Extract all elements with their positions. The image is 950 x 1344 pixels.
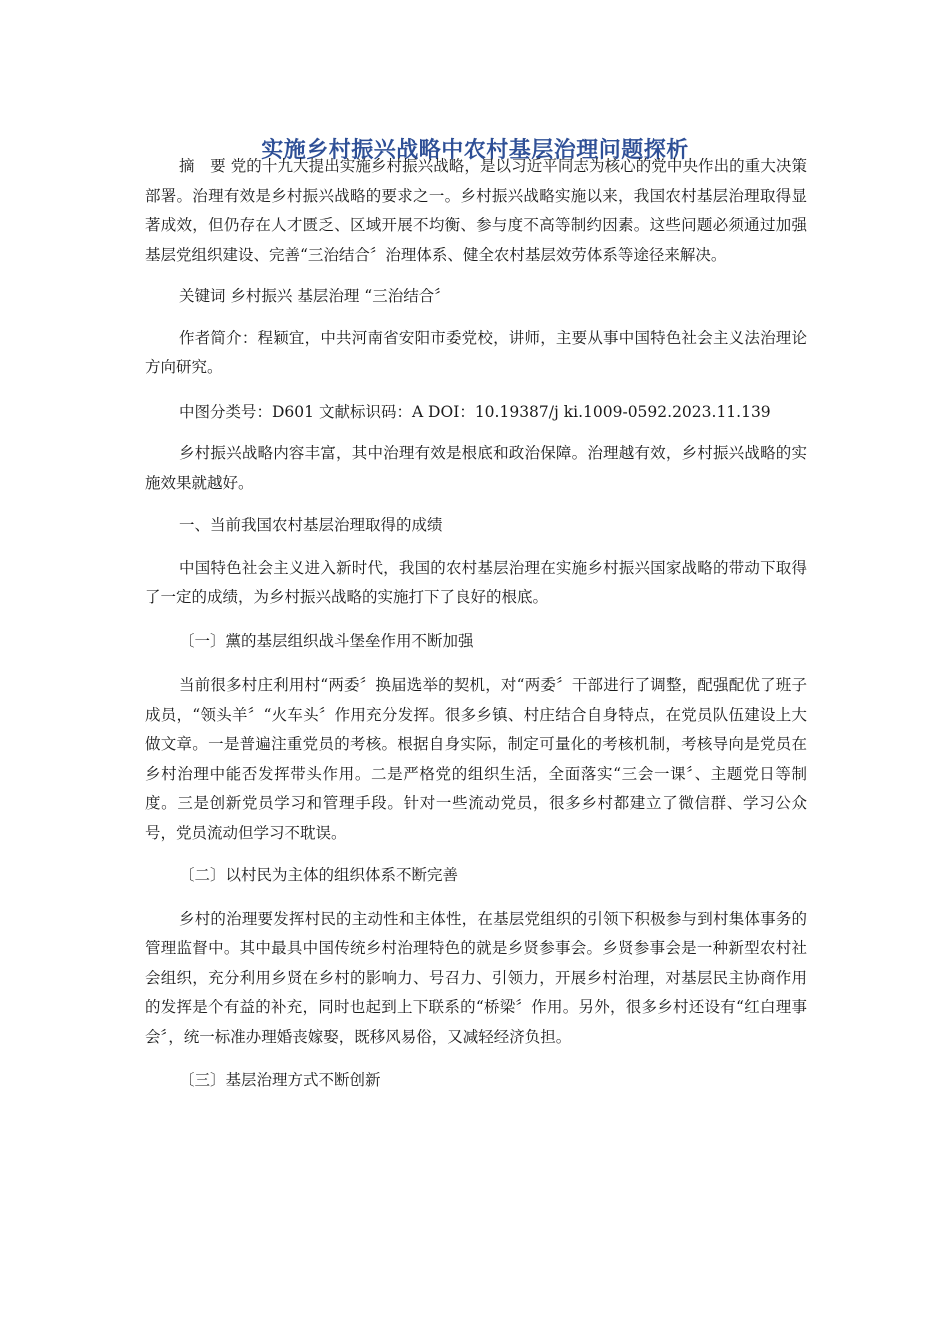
subsection-2-paragraph: 乡村的治理要发挥村民的主动性和主体性，在基层党组织的引领下积极参与到村集体事务的管理监督中。其中最具中国传统乡村治理特色的就是乡贤参事会。乡贤参事会是一种新型农村社会组织，充分利用乡贤在乡村的影响力、号召力、引领力，开展乡村治理，对基层民主协商作用的发挥是个有益的补充，同时也起到上下联系的“桥梁〞作用。另外，很多乡村还设有“红白理事会〞，统一标准办理婚丧嫁娶，既移风易俗，又减轻经济负担。 [145,909,807,1046]
document-title: 实施乡村振兴战略中农村基层治理问题探析 [261,138,689,163]
author-bio: 作者简介：程颖宜，中共河南省安阳市委党校，讲师，主要从事中国特色社会主义法治理论方向研究。 [145,328,807,376]
abstract-paragraph: 摘 要 党的十九大提出实施乡村振兴战略，是以习近平同志为核心的党中央作出的重大决策部署。治理有效是乡村振兴战略的要求之一。乡村振兴战略实施以来，我国农村基层治理取得显著成效，但仍存在人才匮乏、区域开展不均衡、参与度不高等制约因素。这些问题必须通过加强基层党组织建设、完善“三治结合〞治理体系、健全农村基层效劳体系等途径来解决。 [145,157,807,264]
classification-line: 中图分类号：D601 文献标识码：A DOI：10.19387/j ki.1009-0592.2023.11.139 [179,402,771,421]
subsection-heading-1: 〔一〕黨的基层组织战斗堡垒作用不断加强 [179,631,474,650]
document-body [145,152,807,1096]
keywords-line: 关键词 乡村振兴 基层治理 “三治结合〞 [179,287,450,305]
subsection-heading-2: 〔二〕以村民为主体的组织体系不断完善 [179,866,459,884]
subsection-heading-3: 〔三〕基层治理方式不断创新 [179,1071,381,1089]
subsection-1-paragraph: 当前很多村庄利用村“两委〞换届选举的契机，对“两委〞干部进行了调整，配强配优了班子成员，“领头羊〞“火车头〞作用充分发挥。很多乡镇、村庄结合自身特点，在党员队伍建设上大做文章。一是普遍注重党员的考核。根据自身实际，制定可量化的考核机制，考核导向是党员在乡村治理中能否发挥带头作用。二是严格党的组织生活，全面落实“三会一课〞、主题党日等制度。三是创新党员学习和管理手段。针对一些流动党员，很多乡村都建立了微信群、学习公众号，党员流动但学习不耽误。 [145,676,807,842]
section-1-paragraph: 中国特色社会主义进入新时代，我国的农村基层治理在实施乡村振兴国家战略的带动下取得了一定的成绩，为乡村振兴战略的实施打下了良好的根底。 [145,558,807,606]
intro-paragraph: 乡村振兴战略内容丰富，其中治理有效是根底和政治保障。治理越有效，乡村振兴战略的实施效果就越好。 [145,444,807,492]
section-heading-1: 一、当前我国农村基层治理取得的成绩 [179,516,443,534]
